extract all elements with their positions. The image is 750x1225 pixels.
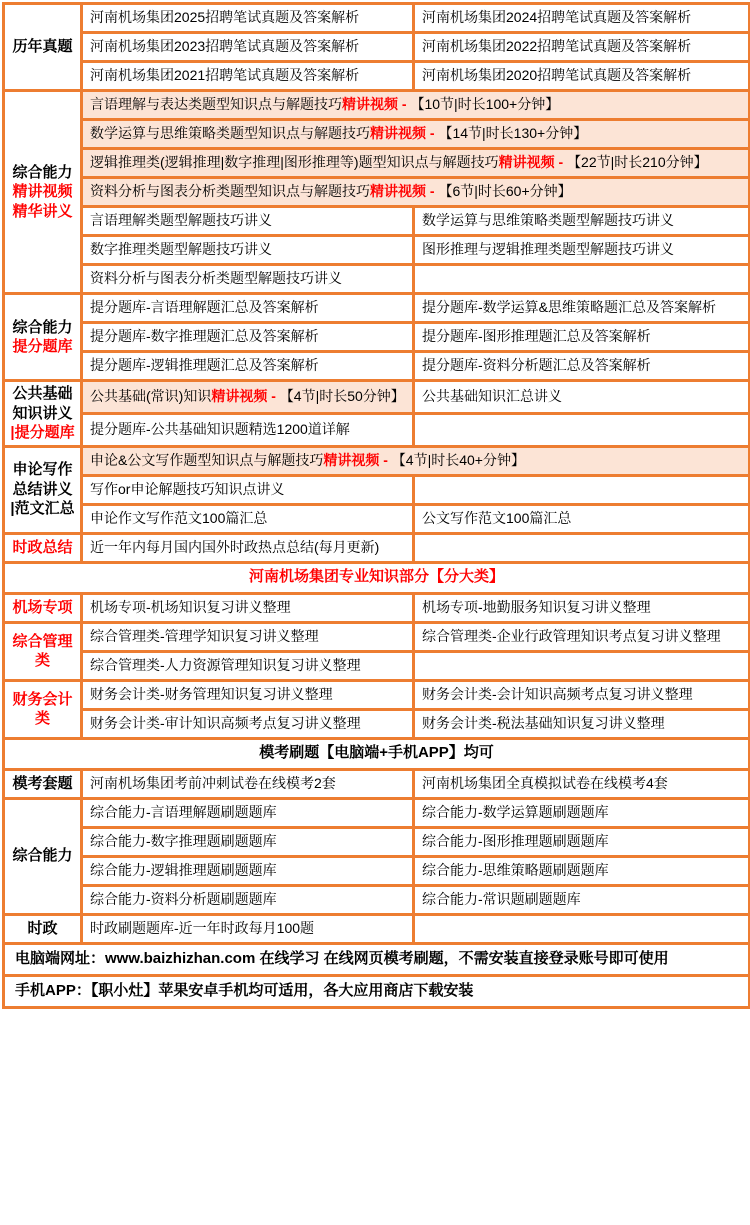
course-cell: 综合能力-数学运算题刷题题库 bbox=[414, 798, 750, 827]
section-label-mock-sets: 模考套题 bbox=[4, 769, 82, 798]
course-cell-highlight: 言语理解与表达类题型知识点与解题技巧精讲视频 - 【10节|时长100+分钟】 bbox=[82, 91, 750, 120]
course-cell: 数学运算与思维策略类题型解题技巧讲义 bbox=[414, 207, 750, 236]
table-row bbox=[4, 975, 750, 1007]
table-row bbox=[4, 593, 750, 622]
course-cell: 综合能力-资料分析题刷题题库 bbox=[82, 885, 414, 914]
table-row bbox=[4, 149, 750, 178]
course-cell: 河南机场集团2020招聘笔试真题及答案解析 bbox=[414, 62, 750, 91]
section-label-essay-writing: 申论写作 总结讲义 |范文汇总 bbox=[4, 446, 82, 533]
course-contents-table bbox=[2, 2, 750, 1009]
course-cell: 时政刷题题库-近一年时政每月100题 bbox=[82, 914, 414, 943]
course-cell: 近一年内每月国内国外时政热点总结(每月更新) bbox=[82, 533, 414, 562]
course-cell-empty bbox=[414, 265, 750, 294]
course-cell: 提分题库-数字推理题汇总及答案解析 bbox=[82, 323, 414, 352]
course-cell: 公文写作范文100篇汇总 bbox=[414, 504, 750, 533]
table-row bbox=[4, 738, 750, 769]
course-cell: 综合能力-数字推理题刷题题库 bbox=[82, 827, 414, 856]
banner-mock-exam: 模考刷题【电脑端+手机APP】均可 bbox=[4, 738, 750, 769]
section-label-current-affairs-drill: 时政 bbox=[4, 914, 82, 943]
course-cell: 机场专项-地勤服务知识复习讲义整理 bbox=[414, 593, 750, 622]
course-cell: 财务会计类-财务管理知识复习讲义整理 bbox=[82, 680, 414, 709]
course-cell: 河南机场集团考前冲刺试卷在线模考2套 bbox=[82, 769, 414, 798]
footer-mobile-app: 手机APP：【职小灶】苹果安卓手机均可适用，各大应用商店下载安装 bbox=[4, 975, 750, 1007]
table-row bbox=[4, 709, 750, 738]
table-row bbox=[4, 265, 750, 294]
table-row bbox=[4, 352, 750, 381]
course-cell-highlight: 申论&公文写作题型知识点与解题技巧精讲视频 - 【4节|时长40+分钟】 bbox=[82, 446, 750, 475]
course-cell: 财务会计类-会计知识高频考点复习讲义整理 bbox=[414, 680, 750, 709]
course-cell-highlight: 数学运算与思维策略类题型知识点与解题技巧精讲视频 - 【14节|时长130+分钟】 bbox=[82, 120, 750, 149]
course-cell: 河南机场集团2023招聘笔试真题及答案解析 bbox=[82, 33, 414, 62]
section-label-public-basics: 公共基础 知识讲义 |提分题库 bbox=[4, 381, 82, 447]
table-row bbox=[4, 381, 750, 414]
section-label-ability-video: 综合能力 精讲视频 精华讲义 bbox=[4, 91, 82, 294]
table-row bbox=[4, 294, 750, 323]
course-cell: 提分题库-资料分析题汇总及答案解析 bbox=[414, 352, 750, 381]
table-row bbox=[4, 413, 750, 446]
course-cell: 图形推理与逻辑推理类题型解题技巧讲义 bbox=[414, 236, 750, 265]
course-cell: 河南机场集团2024招聘笔试真题及答案解析 bbox=[414, 4, 750, 33]
course-cell: 言语理解类题型解题技巧讲义 bbox=[82, 207, 414, 236]
course-cell: 综合能力-常识题刷题题库 bbox=[414, 885, 750, 914]
course-cell-empty bbox=[414, 651, 750, 680]
table-row bbox=[4, 680, 750, 709]
course-cell: 公共基础知识汇总讲义 bbox=[414, 381, 750, 414]
section-label-airport-special: 机场专项 bbox=[4, 593, 82, 622]
table-row bbox=[4, 91, 750, 120]
table-row bbox=[4, 769, 750, 798]
course-cell: 财务会计类-税法基础知识复习讲义整理 bbox=[414, 709, 750, 738]
table-row bbox=[4, 178, 750, 207]
table-row bbox=[4, 562, 750, 593]
course-cell-empty bbox=[414, 475, 750, 504]
course-cell: 综合管理类-企业行政管理知识考点复习讲义整理 bbox=[414, 622, 750, 651]
course-cell: 综合管理类-管理学知识复习讲义整理 bbox=[82, 622, 414, 651]
banner-professional-knowledge: 河南机场集团专业知识部分【分大类】 bbox=[4, 562, 750, 593]
course-cell: 财务会计类-审计知识高频考点复习讲义整理 bbox=[82, 709, 414, 738]
course-cell: 综合能力-言语理解题刷题题库 bbox=[82, 798, 414, 827]
table-row bbox=[4, 533, 750, 562]
table-row bbox=[4, 323, 750, 352]
table-row bbox=[4, 446, 750, 475]
course-cell-empty bbox=[414, 914, 750, 943]
course-cell: 资料分析与图表分析类题型解题技巧讲义 bbox=[82, 265, 414, 294]
table-row bbox=[4, 622, 750, 651]
course-cell: 河南机场集团2022招聘笔试真题及答案解析 bbox=[414, 33, 750, 62]
table-row bbox=[4, 943, 750, 975]
course-cell: 综合能力-逻辑推理题刷题题库 bbox=[82, 856, 414, 885]
table-row bbox=[4, 475, 750, 504]
course-cell: 提分题库-公共基础知识题精选1200道详解 bbox=[82, 413, 414, 446]
course-cell: 综合能力-思维策略题刷题题库 bbox=[414, 856, 750, 885]
table-row bbox=[4, 504, 750, 533]
table-row bbox=[4, 33, 750, 62]
table-row bbox=[4, 4, 750, 33]
course-cell: 河南机场集团2025招聘笔试真题及答案解析 bbox=[82, 4, 414, 33]
table-row bbox=[4, 120, 750, 149]
section-label-past-papers: 历年真题 bbox=[4, 4, 82, 91]
course-cell: 提分题库-逻辑推理题汇总及答案解析 bbox=[82, 352, 414, 381]
table-row bbox=[4, 914, 750, 943]
table-row bbox=[4, 207, 750, 236]
table-row bbox=[4, 62, 750, 91]
table-row bbox=[4, 236, 750, 265]
course-cell: 申论作文写作范文100篇汇总 bbox=[82, 504, 414, 533]
table-row bbox=[4, 651, 750, 680]
course-cell: 机场专项-机场知识复习讲义整理 bbox=[82, 593, 414, 622]
course-cell: 河南机场集团2021招聘笔试真题及答案解析 bbox=[82, 62, 414, 91]
section-label-ability-bank: 综合能力 提分题库 bbox=[4, 294, 82, 381]
section-label-current-affairs-summary: 时政总结 bbox=[4, 533, 82, 562]
footer-pc-website: 电脑端网址：www.baizhizhan.com 在线学习 在线网页模考刷题，不需安装直接登录账号即可使用 bbox=[4, 943, 750, 975]
course-cell-highlight: 公共基础(常识)知识精讲视频 - 【4节|时长50分钟】 bbox=[82, 381, 414, 414]
course-cell: 写作or申论解题技巧知识点讲义 bbox=[82, 475, 414, 504]
course-cell-empty bbox=[414, 533, 750, 562]
course-cell-highlight: 逻辑推理类(逻辑推理|数字推理|图形推理等)题型知识点与解题技巧精讲视频 - 【22节|时长210分钟】 bbox=[82, 149, 750, 178]
course-cell-empty bbox=[414, 413, 750, 446]
course-cell: 综合能力-图形推理题刷题题库 bbox=[414, 827, 750, 856]
course-cell: 提分题库-言语理解题汇总及答案解析 bbox=[82, 294, 414, 323]
table-row bbox=[4, 827, 750, 856]
section-label-management: 综合管理 类 bbox=[4, 622, 82, 680]
course-cell: 提分题库-图形推理题汇总及答案解析 bbox=[414, 323, 750, 352]
section-label-ability-drill: 综合能力 bbox=[4, 798, 82, 914]
section-label-finance-accounting: 财务会计 类 bbox=[4, 680, 82, 738]
table-row bbox=[4, 856, 750, 885]
table-row bbox=[4, 798, 750, 827]
course-cell: 数字推理类题型解题技巧讲义 bbox=[82, 236, 414, 265]
course-cell: 河南机场集团全真模拟试卷在线模考4套 bbox=[414, 769, 750, 798]
course-cell: 综合管理类-人力资源管理知识复习讲义整理 bbox=[82, 651, 414, 680]
course-cell: 提分题库-数学运算&思维策略题汇总及答案解析 bbox=[414, 294, 750, 323]
course-cell-highlight: 资料分析与图表分析类题型知识点与解题技巧精讲视频 - 【6节|时长60+分钟】 bbox=[82, 178, 750, 207]
table-row bbox=[4, 885, 750, 914]
